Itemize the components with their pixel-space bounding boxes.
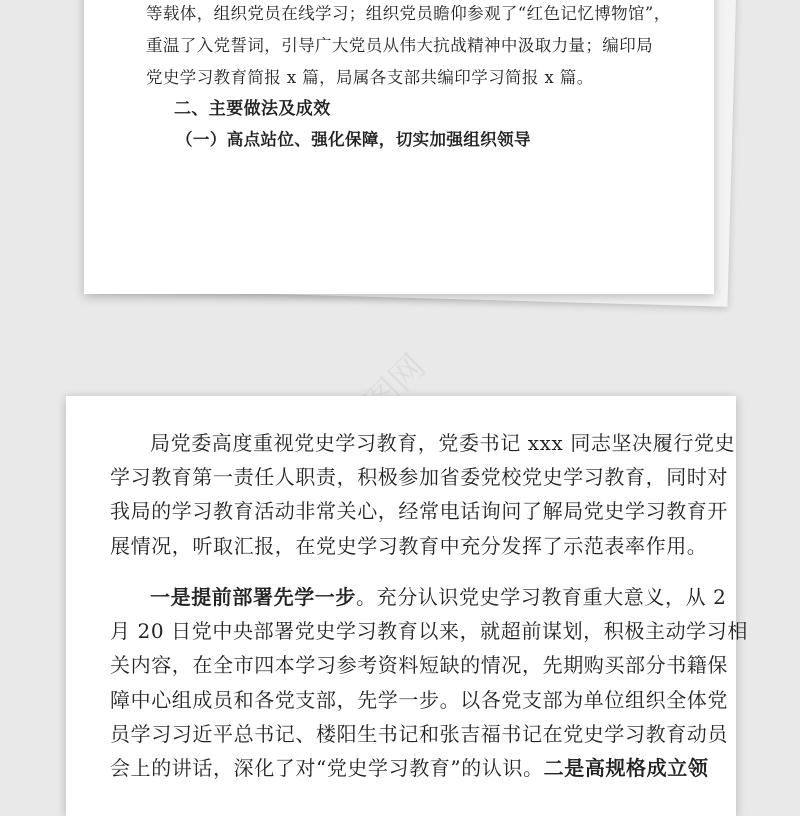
paragraph-2 — [110, 580, 748, 785]
paragraph-2-line: 关内容，在全市四本学习参考资料短缺的情况，先期购买部分书籍保 — [110, 653, 728, 678]
paragraph-2-line: 障中心组成员和各党支部，先学一步。以各党支部为单位组织全体党 — [110, 687, 728, 712]
top-text-line-3: 党史学习教育简报 x 篇，局属各支部共编印学习简报 x 篇。 — [146, 68, 594, 87]
paragraph-1 — [110, 426, 736, 563]
top-text-line-2: 重温了入党誓词，引导广大党员从伟大抗战精神中汲取力量；编印局 — [146, 36, 653, 55]
paragraph-2-last-line — [110, 751, 716, 785]
section-heading: 二、主要做法及成效 — [174, 99, 331, 119]
bold-lead-phrase: 一是提前部署先学一步 — [150, 585, 356, 609]
top-document-page — [84, 0, 714, 294]
paragraph-1-line: 展情况，听取汇报，在党史学习教育中充分发挥了示范表率作用。 — [110, 533, 708, 558]
main-document-page — [66, 396, 748, 816]
paragraph-1-line: 局党委高度重视党史学习教育，党委书记 xxx 同志坚决履行党史 — [150, 431, 736, 455]
paragraph-2-last-plain: 会上的讲话，深化了对“党史学习教育”的认识。 — [110, 756, 544, 781]
top-text-line-1: 等载体，组织党员在线学习；组织党员瞻仰参观了“红色记忆博物馆”， — [146, 4, 671, 23]
paragraph-2-line: 月 20 日党中央部署党史学习教育以来，就超前谋划，积极主动学习相 — [110, 619, 748, 644]
paragraph-2-first-line — [110, 580, 727, 614]
subsection-heading: （一）高点站位、强化保障，切实加强组织领导 — [176, 130, 531, 149]
paragraph-1-line: 学习教育第一责任人职责，积极参加省委党校党史学习教育，同时对 — [110, 465, 728, 490]
paragraph-2-first-rest: 。充分认识党史学习教育重大意义，从 2 — [356, 585, 727, 609]
paragraph-2-line: 员学习习近平总书记、楼阳生书记和张吉福书记在党史学习教育动员 — [110, 721, 728, 746]
bold-second-lead: 二是高规格成立领 — [543, 756, 709, 781]
paragraph-1-line: 我局的学习教育活动非常关心，经常电话询问了解局党史学习教育开 — [110, 499, 728, 524]
